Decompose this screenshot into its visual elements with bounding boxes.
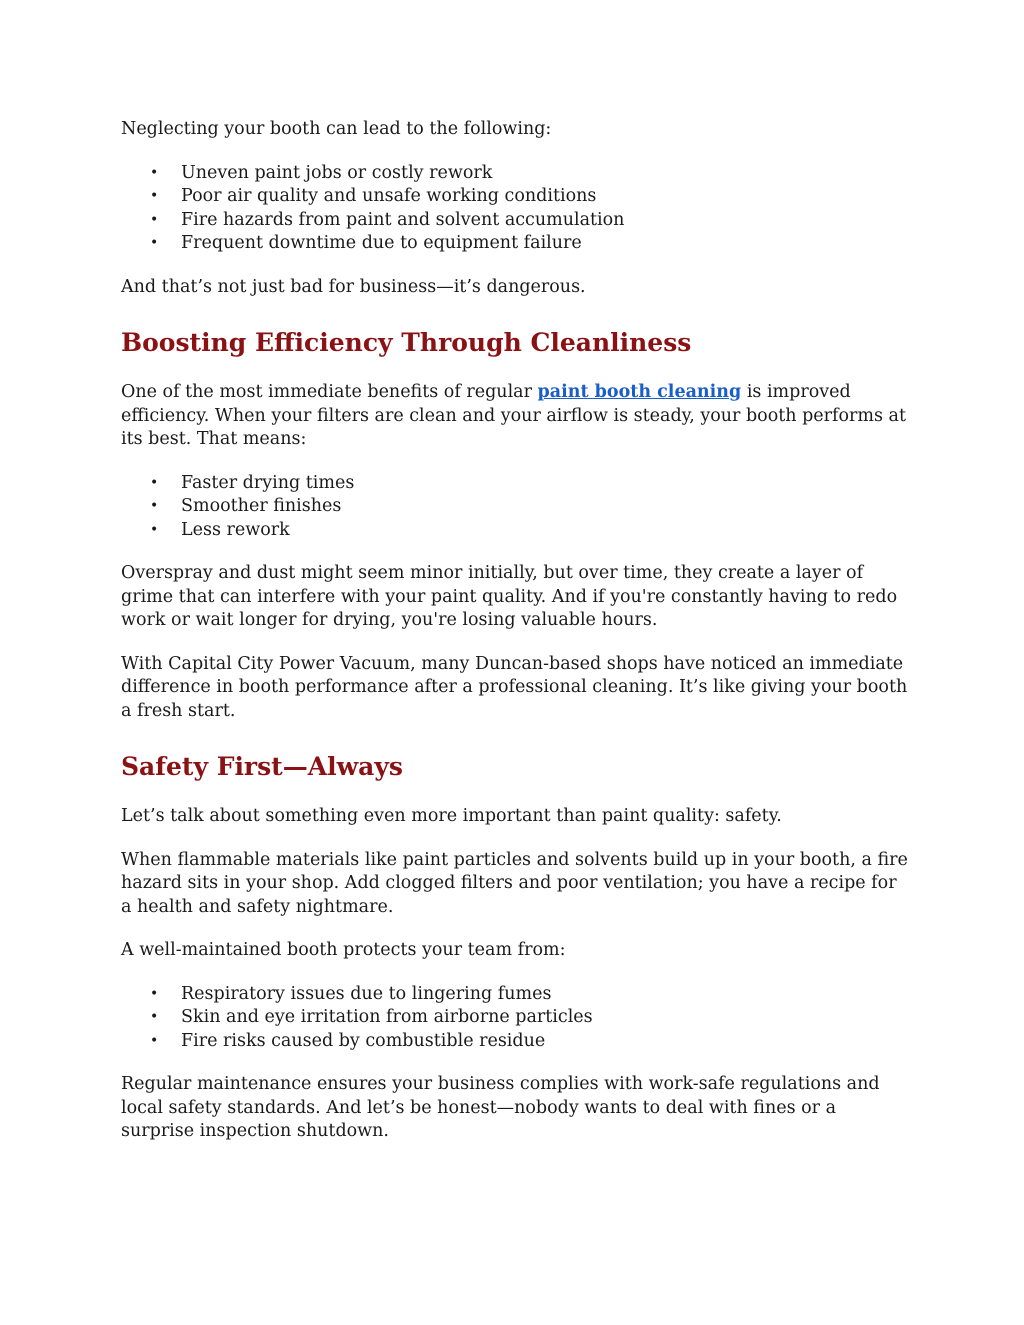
list-item: • Smoother finishes [121,495,911,519]
list-item: • Less rework [121,519,911,543]
list-item: • Fire hazards from paint and solvent accumulation [121,209,911,233]
document-page [121,118,911,1144]
efficiency-paragraph-3: With Capital City Power Vacuum, many Duncan-based shops have noticed an immediate difference in booth performance after a professional cleaning. It’s like giving your booth a fresh start. [121,653,908,721]
bullet-icon: • [150,164,159,181]
safety-heading: Safety First—Always [121,752,403,781]
intro-list [121,162,911,256]
intro-closing: And that’s not just bad for business—it’s dangerous. [121,276,586,297]
efficiency-list [121,472,911,543]
bullet-icon: • [150,1032,159,1049]
efficiency-paragraph-2: Overspray and dust might seem minor initially, but over time, they create a layer of grime that can interfere with your paint quality. And if you're constantly having to redo work or wait longer for drying, you're losing valuable hours. [121,563,898,630]
list-item: • Fire risks caused by combustible residue [121,1030,911,1054]
bullet-icon: • [150,1009,159,1025]
safety-paragraph-2: When flammable materials like paint particles and solvents build up in your booth, a fire hazard sits in your shop. Add clogged filters and poor ventilation; you have a recipe for a health and safety nightmare. [121,849,908,917]
list-item: • Faster drying times [121,472,911,496]
safety-paragraph-3: A well-maintained booth protects your team from: [121,940,566,960]
list-item: • Skin and eye irritation from airborne particles [121,1006,911,1030]
bullet-icon: • [150,985,159,1002]
intro-paragraph: Neglecting your booth can lead to the following: [121,119,552,139]
efficiency-paragraph-1: One of the most immediate benefits of regular paint booth cleaning is improved efficiency. When your filters are clean and your airflow is steady, your booth performs at its best. That means: [121,382,907,449]
bullet-icon: • [150,211,159,228]
list-item: • Respiratory issues due to lingering fumes [121,983,911,1007]
efficiency-heading: Boosting Efficiency Through Cleanliness [121,328,692,357]
safety-paragraph-1: Let’s talk about something even more important than paint quality: safety. [121,806,782,826]
bullet-icon: • [150,188,159,204]
list-item: • Poor air quality and unsafe working conditions [121,185,911,209]
list-item: • Uneven paint jobs or costly rework [121,162,911,186]
safety-list [121,983,911,1054]
bullet-icon: • [150,521,159,538]
bullet-icon: • [150,235,159,251]
paint-booth-cleaning-link[interactable]: paint booth cleaning [537,382,742,402]
bullet-icon: • [150,498,159,514]
list-item: • Frequent downtime due to equipment failure [121,232,911,256]
bullet-icon: • [150,474,159,491]
safety-paragraph-4: Regular maintenance ensures your business complies with work-safe regulations and local safety standards. And let’s be honest—nobody wants to deal with fines or a surprise inspection shutdown. [121,1074,880,1141]
